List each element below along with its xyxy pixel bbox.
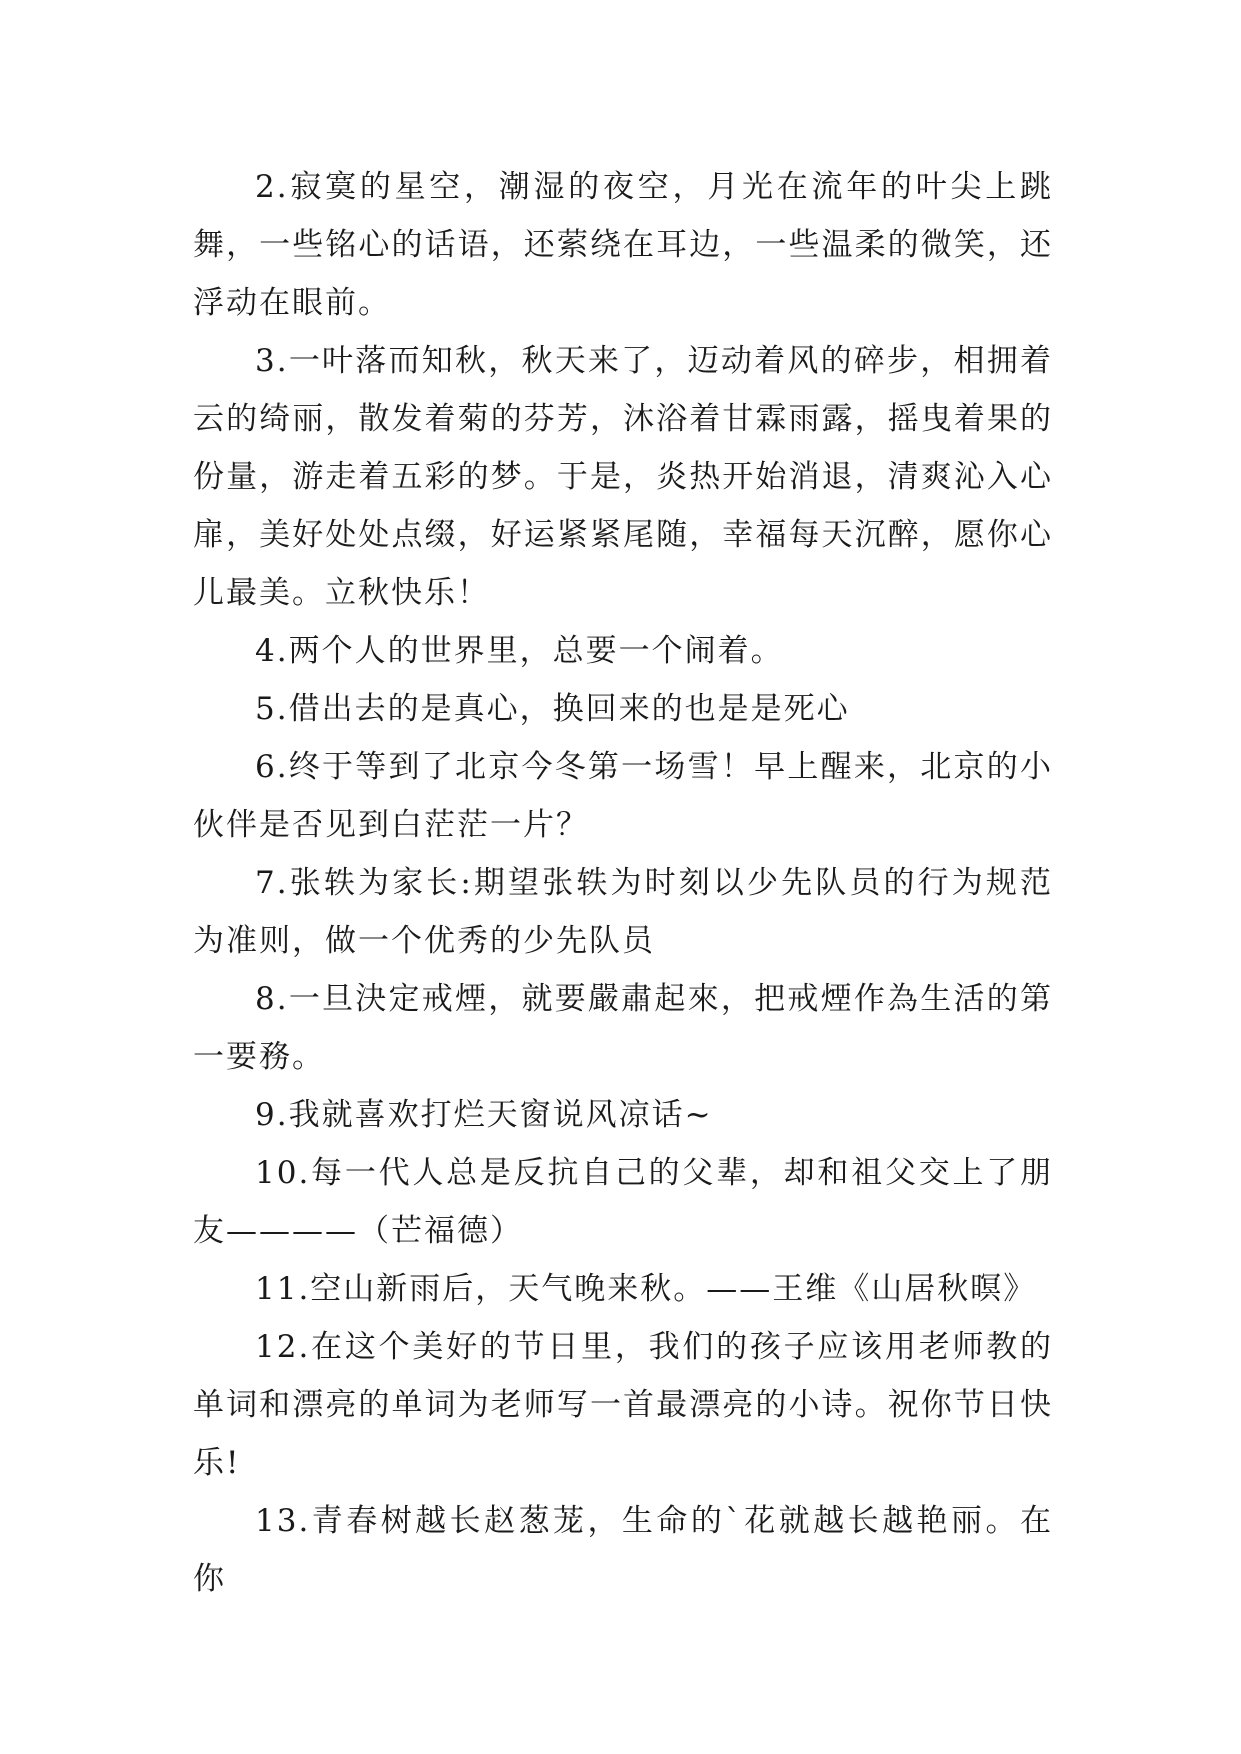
paragraph-9: 9.我就喜欢打烂天窗说风凉话~ — [255, 1097, 713, 1133]
paragraph-3: 3.一叶落而知秋，秋天来了，迈动着风的碎步，相拥着云的绮丽，散发着菊的芬芳，沐浴着甘霖雨露，摇曳着果的份量，游走着五彩的梦。于是，炎热开始消退，清爽沁入心扉，美好处处点缀，好运紧紧尾随，幸福每天沉醉，愿你心儿最美。立秋快乐！ — [193, 343, 1053, 611]
paragraph-6: 6.终于等到了北京今冬第一场雪！早上醒来，北京的小伙伴是否见到白茫茫一片？ — [193, 749, 1053, 843]
paragraph-11: 11.空山新雨后，天气晚来秋。——王维《山居秋暝》 — [255, 1271, 1037, 1307]
paragraph-8: 8.一旦決定戒煙，就要嚴肅起來，把戒煙作為生活的第一要務。 — [193, 981, 1053, 1075]
paragraph-10: 10.每一代人总是反抗自己的父辈，却和祖父交上了朋友————（芒福德） — [193, 1155, 1053, 1249]
paragraph-12: 12.在这个美好的节日里，我们的孩子应该用老师教的单词和漂亮的单词为老师写一首最漂亮的小诗。祝你节日快乐! — [193, 1329, 1053, 1481]
paragraph-13: 13.青春树越长赵葱茏，生命的`花就越长越艳丽。在你 — [193, 1503, 1053, 1597]
paragraph-5: 5.借出去的是真心，换回来的也是是死心 — [255, 691, 850, 727]
paragraph-7: 7.张轶为家长:期望张轶为时刻以少先队员的行为规范为准则，做一个优秀的少先队员 — [193, 865, 1053, 959]
paragraph-4: 4.两个人的世界里，总要一个闹着。 — [255, 633, 784, 669]
paragraph-2: 2.寂寞的星空，潮湿的夜空，月光在流年的叶尖上跳舞，一些铭心的话语，还萦绕在耳边，一些温柔的微笑，还浮动在眼前。 — [193, 169, 1053, 321]
document-body — [193, 158, 1053, 1608]
